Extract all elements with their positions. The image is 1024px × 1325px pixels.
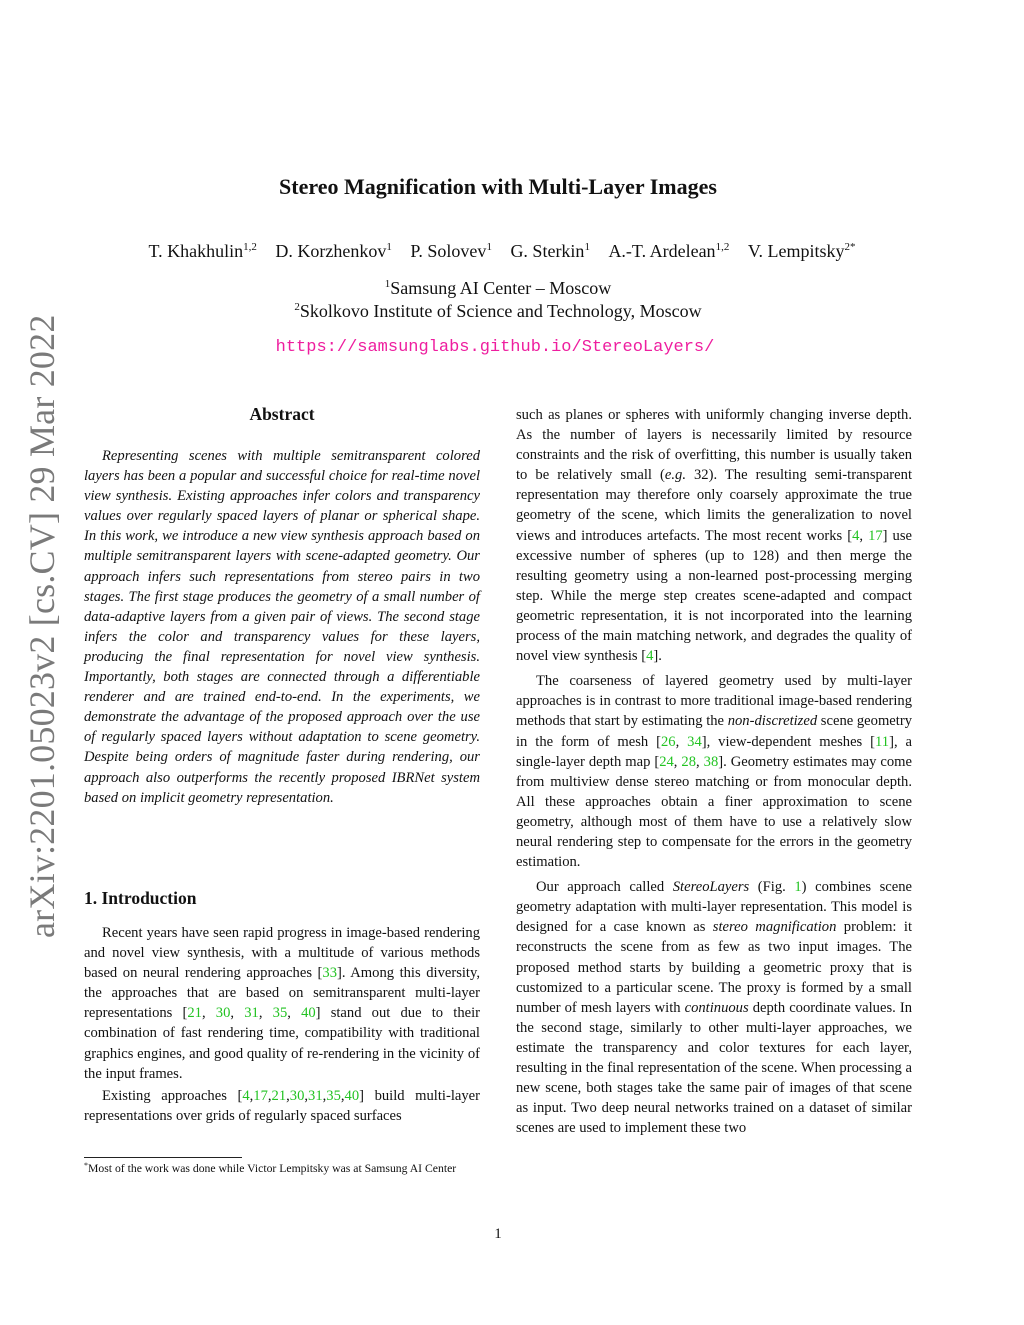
page-number: 1 <box>494 1226 502 1242</box>
citation-link[interactable]: 28 <box>681 753 697 770</box>
citation-link[interactable]: 30 <box>215 1005 231 1022</box>
author-list <box>0 238 1004 264</box>
paragraph: Our approach called StereoLayers (Fig. 1) combines scene geometry adaptation with multi-layer representation. This model is designed for a case known as stereo magnification problem: it reconstructs the scene from as few as two input images. The proposed method starts by building a geometric proxy that is customized to a particular scene. The proxy is formed by a small number of mesh layers with continuous depth coordinate values. In the second stage, similarly to other multi-layer approaches, we estimate the transparency and color textures for each layer, resulting in the final representation of the scene. When processing a new scene, both stages take the same pair of images of that scene as input. Two deep neural networks trained on a dataset of similar scenes are used to implement these two <box>516 879 913 1137</box>
citation-link[interactable]: 21 <box>187 1005 202 1022</box>
author: V. Lempitsky$^{2*}$ <box>747 241 856 261</box>
right-column-body <box>516 405 912 1138</box>
author: D. Korzhenkov$^1$ <box>275 241 392 261</box>
affiliation: $^1$Samsung AI Center – Moscow <box>384 278 612 298</box>
citation-link[interactable]: 31 <box>308 1087 323 1104</box>
citation-link[interactable]: 30 <box>289 1087 305 1104</box>
paragraph: The coarseness of layered geometry used by multi-layer approaches is in contrast to more traditional image-based rendering methods that start by estimating the non-discretized scene geometry in the form of mesh [26, 34], view-dependent meshes [11], a single-layer depth map [24, 28, 38]. Geometry estimates may come from multiview dense stereo matching or from monocular depth. All these approaches obtain a finer approximation to scene geometry, although most of them have to use a relatively slow neural rendering step to compensate for the errors in the geometry estimation. <box>516 673 913 871</box>
author: G. Sterkin$^1$ <box>510 241 590 261</box>
arxiv-identifier: arXiv:2201.05023v2 [cs.CV] 29 Mar 2022 <box>22 314 62 938</box>
author: T. Khakhulin$^{1,2}$ <box>148 241 257 261</box>
author: P. Solovev$^1$ <box>410 241 492 261</box>
citation-link[interactable]: 33 <box>322 965 338 982</box>
citation-link[interactable]: 35 <box>272 1005 288 1022</box>
citation-link[interactable]: 4 <box>646 648 654 665</box>
abstract-body <box>84 446 480 808</box>
citation-link[interactable]: 31 <box>244 1005 259 1022</box>
citation-link[interactable]: 34 <box>687 733 702 750</box>
citation-link[interactable]: 26 <box>660 733 676 750</box>
paper-title: Stereo Magnification with Multi-Layer Images <box>279 174 717 199</box>
abstract-heading: Abstract <box>249 404 315 424</box>
project-url-link[interactable]: https://samsunglabs.github.io/StereoLayers/ <box>275 338 715 357</box>
citation-link[interactable]: 17 <box>868 527 883 544</box>
citation-link[interactable]: 17 <box>253 1087 268 1104</box>
figure-reference-link[interactable]: 1 <box>794 879 802 896</box>
citation-link[interactable]: 21 <box>271 1087 287 1104</box>
citation-link[interactable]: 35 <box>326 1087 341 1104</box>
introduction-body <box>84 923 480 1126</box>
abstract-paragraph: Representing scenes with multiple semitransparent colored layers has been a popular and successful choice for real-time novel view synthesis. Existing approaches infer colors and transparency values over regularly spaced layers of planar or spherical shape. In this work, we introduce a new view synthesis approach based on multiple semitransparent layers with scene-adapted geometry. Our approach infers such representations from stereo pairs in two stages. The first stage produces the geometry of a small number of data-adaptive layers from a given pair of views. The second stage infers the color and transparency values for these layers, producing the final representation for novel view synthesis. Importantly, both stages are connected through a differentiable renderer and are trained end-to-end. In the experiments, we demonstrate the advantage of the proposed approach over the use of regularly spaced layers without adaptation to scene geometry. Despite being orders of magnitude faster during rendering, our approach also outperforms the recently proposed IBRNet system based on implicit geometry representation. <box>84 448 480 806</box>
footnote-divider <box>84 1157 242 1158</box>
author: A.-T. Ardelean$^{1,2}$ <box>608 241 730 261</box>
citation-link[interactable]: 38 <box>703 753 719 770</box>
paragraph: Recent years have seen rapid progress in image-based rendering and novel view synthesis, with a multitude of various methods based on neural rendering approaches [33]. Among this diversity, the approaches that are based on semitransparent multi-layer representations [21, 30, 31, 35, 40] stand out due to their combination of fast rendering time, compatibility with traditional graphics engines, and good quality of re-rendering in the vicinity of the input frames. <box>84 925 481 1082</box>
affiliation: $^2$Skolkovo Institute of Science and Technology, Moscow <box>294 301 702 321</box>
section-heading-introduction: 1. Introduction <box>84 888 197 908</box>
footnote: *Most of the work was done while Victor Lempitsky was at Samsung AI Center <box>84 1161 457 1175</box>
citation-link[interactable]: 4 <box>242 1087 250 1104</box>
citation-link[interactable]: 4 <box>852 527 860 544</box>
citation-link[interactable]: 24 <box>659 753 674 770</box>
citation-link[interactable]: 40 <box>344 1087 360 1104</box>
citation-link[interactable]: 40 <box>301 1005 316 1022</box>
paragraph: Existing approaches [4,17,21,30,31,35,40] build multi-layer representations over grids of regularly spaced surfaces <box>84 1087 480 1124</box>
citation-link[interactable]: 11 <box>875 733 890 750</box>
paragraph: such as planes or spheres with uniformly changing inverse depth. As the number of layers is necessarily limited by resource constraints and the risk of overfitting, this number is usually taken to be relatively small (e.g. 32). The resulting semi-transparent representation may therefore only coarsely approximate the true geometry of the scene, which limits the generalization to novel views and introduces artefacts. The most recent works [4, 17] use excessive number of spheres (up to 128) and then merge the resulting geometry using a non-learned post-processing merging step. While the merge step creates scene-adapted and compact geometric representation, it is not incorporated into the learning process of the main matching network, and degrades the quality of novel view synthesis [4]. <box>516 407 913 665</box>
